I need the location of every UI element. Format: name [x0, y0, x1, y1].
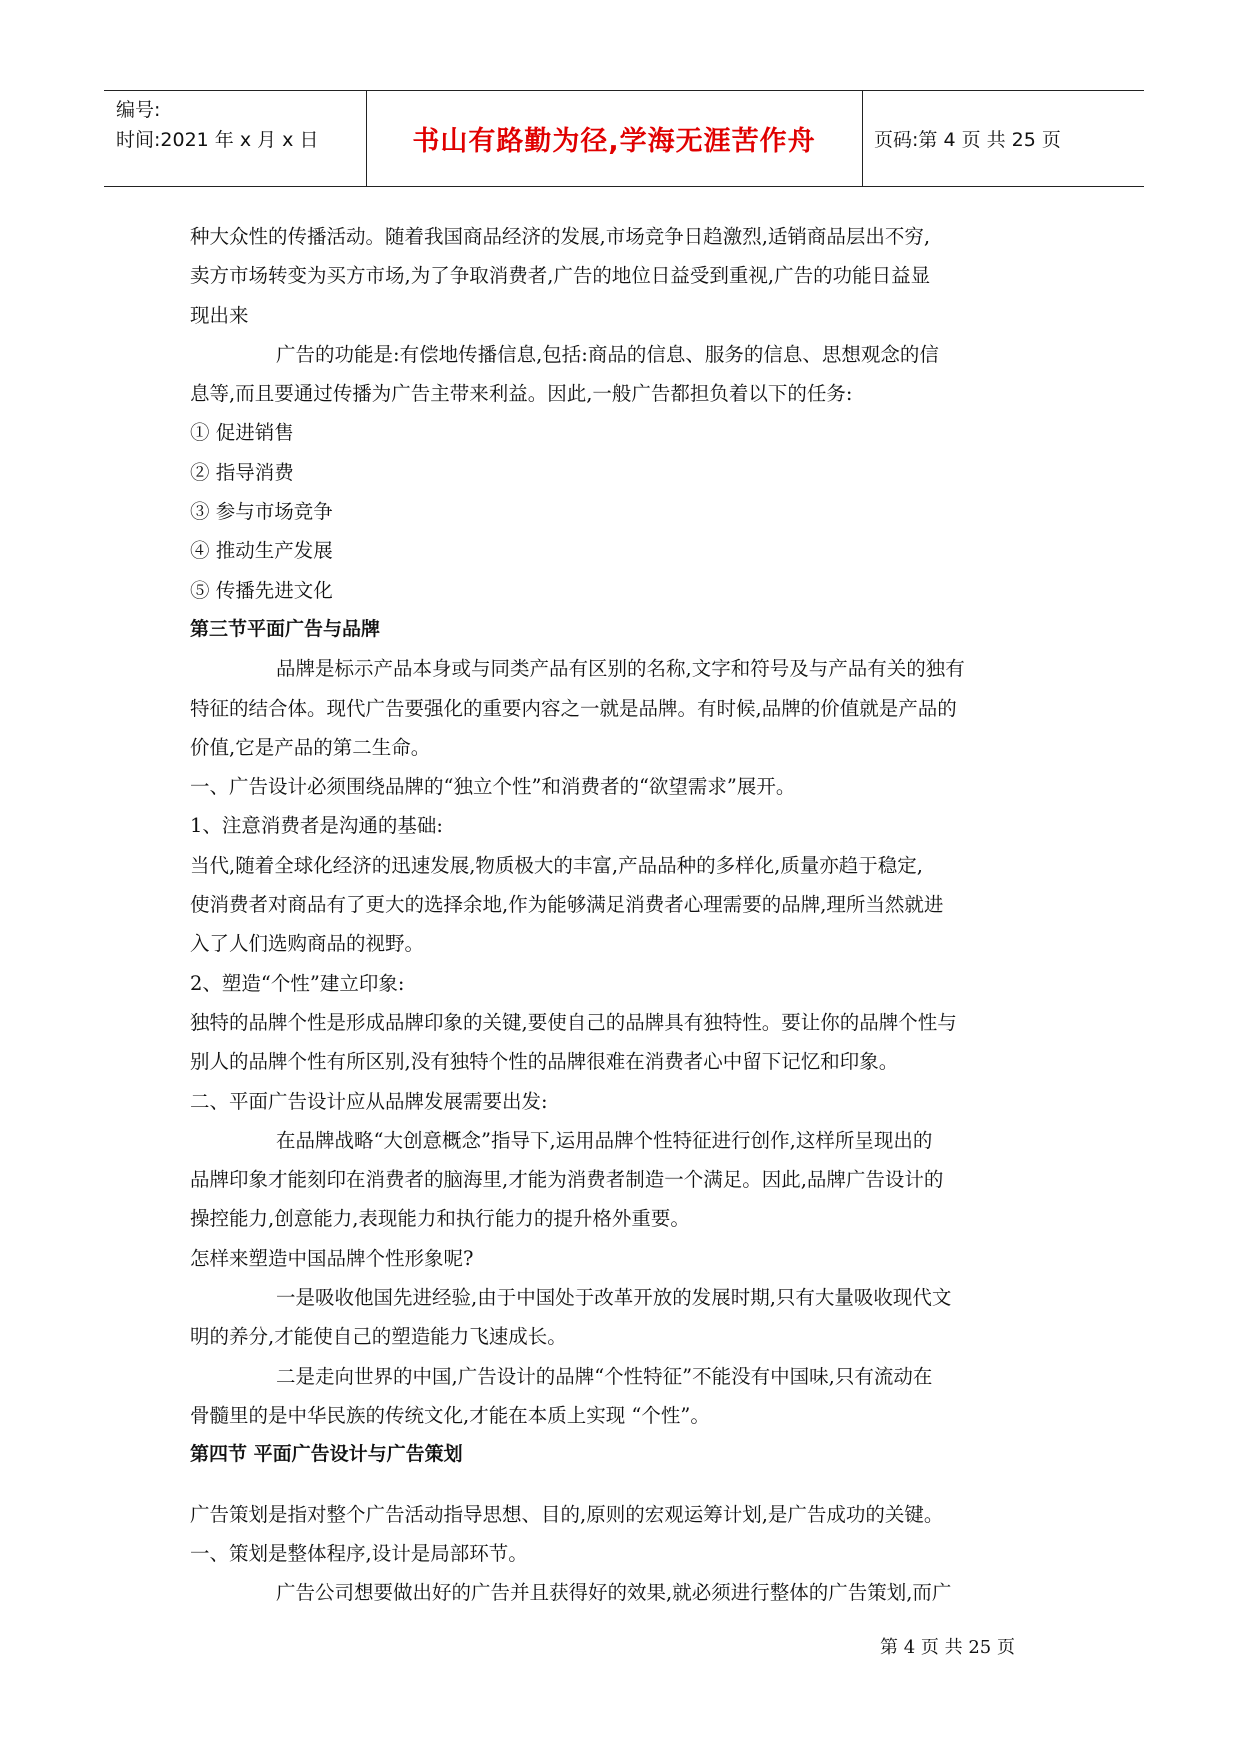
- header-divider-right: [862, 91, 863, 186]
- header-meta: [116, 95, 318, 155]
- text-line: 怎样来塑造中国品牌个性形象呢?: [190, 1246, 474, 1270]
- text-line: 品牌印象才能刻印在消费者的脑海里,才能为消费者制造一个满足。因此,品牌广告设计的: [190, 1168, 944, 1192]
- section-heading: 第四节 平面广告设计与广告策划: [190, 1443, 463, 1466]
- text-line: 入了人们选购商品的视野。: [190, 932, 425, 956]
- text-line: 现出来: [190, 303, 249, 327]
- text-line: 一、广告设计必须围绕品牌的“独立个性”和消费者的“欲望需求”展开。: [190, 775, 796, 799]
- text-line: 二是走向世界的中国,广告设计的品牌“个性特征”不能没有中国味,只有流动在: [276, 1364, 933, 1388]
- text-line: 二、平面广告设计应从品牌发展需要出发:: [190, 1089, 548, 1113]
- list-item: ② 指导消费: [190, 460, 294, 484]
- page-label: 页码:第 4 页 共 25 页: [874, 129, 1061, 151]
- text-line: 卖方市场转变为买方市场,为了争取消费者,广告的地位日益受到重视,广告的功能日益显: [190, 264, 931, 288]
- header-divider-left: [366, 91, 367, 186]
- text-line: 使消费者对商品有了更大的选择余地,作为能够满足消费者心理需要的品牌,理所当然就进: [190, 893, 944, 917]
- list-item: ① 促进销售: [190, 421, 294, 445]
- text-line: 广告公司想要做出好的广告并且获得好的效果,就必须进行整体的广告策划,而广: [276, 1581, 952, 1605]
- id-label: 编号:: [116, 99, 161, 121]
- document-body: [190, 217, 1070, 1612]
- text-line: 种大众性的传播活动。随着我国商品经济的发展,市场竞争日趋激烈,适销商品层出不穷,: [190, 225, 931, 248]
- text-line: 一、策划是整体程序,设计是局部环节。: [190, 1541, 528, 1565]
- list-item: ④ 推动生产发展: [190, 539, 333, 563]
- text-line: 在品牌战略“大创意概念”指导下,运用品牌个性特征进行创作,这样所呈现出的: [276, 1128, 933, 1152]
- list-item: ⑤ 传播先进文化: [190, 578, 333, 602]
- section-heading: 第三节平面广告与品牌: [190, 617, 381, 640]
- text-line: 别人的品牌个性有所区别,没有独特个性的品牌很难在消费者心中留下记忆和印象。: [190, 1050, 899, 1074]
- list-item: ③ 参与市场竞争: [190, 500, 333, 524]
- text-line: 息等,而且要通过传播为广告主带来利益。因此,一般广告都担负着以下的任务:: [190, 382, 853, 406]
- text-line: 一是吸收他国先进经验,由于中国处于改革开放的发展时期,只有大量吸收现代文: [276, 1286, 952, 1310]
- text-line: 价值,它是产品的第二生命。: [190, 735, 431, 759]
- text-line: 骨髓里的是中华民族的传统文化,才能在本质上实现 “个性”。: [190, 1403, 710, 1427]
- text-line: 明的养分,才能使自己的塑造能力飞速成长。: [190, 1325, 567, 1349]
- text-line: 操控能力,创意能力,表现能力和执行能力的提升格外重要。: [190, 1207, 690, 1231]
- page-footer: 第 4 页 共 25 页: [880, 1637, 1015, 1658]
- text-line: 2、塑造“个性”建立印象:: [190, 971, 405, 995]
- text-line: 当代,随着全球化经济的迅速发展,物质极大的丰富,产品品种的多样化,质量亦趋于稳定,: [190, 853, 923, 877]
- text-line: 1、注意消费者是沟通的基础:: [190, 814, 443, 838]
- text-line: 品牌是标示产品本身或与同类产品有区别的名称,文字和符号及与产品有关的独有: [276, 657, 965, 681]
- time-label: 时间:2021 年 x 月 x 日: [116, 129, 319, 151]
- text-line: 广告策划是指对整个广告活动指导思想、目的,原则的宏观运筹计划,是广告成功的关键。: [190, 1502, 944, 1526]
- motto: 书山有路勤为径,学海无涯苦作舟: [412, 126, 816, 157]
- text-line: 特征的结合体。现代广告要强化的重要内容之一就是品牌。有时候,品牌的价值就是产品的: [190, 696, 957, 720]
- text-line: 独特的品牌个性是形成品牌印象的关键,要使自己的品牌具有独特性。要让你的品牌个性与: [190, 1010, 957, 1034]
- page-header: [104, 90, 1144, 187]
- paragraph-gap: [190, 1475, 1070, 1495]
- text-line: 广告的功能是:有偿地传播信息,包括:商品的信息、服务的信息、思想观念的信: [276, 342, 939, 366]
